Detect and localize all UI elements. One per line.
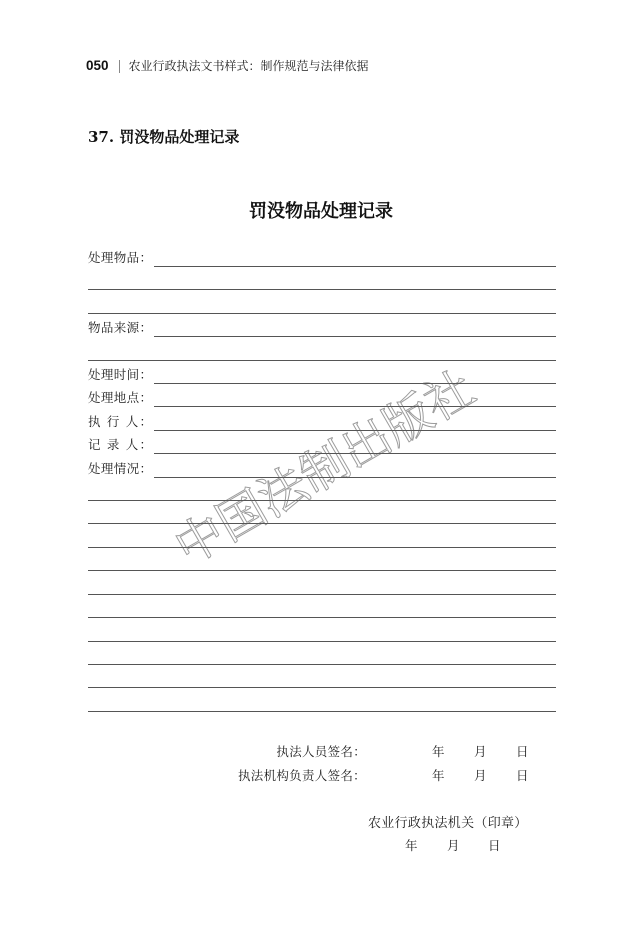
- form-row-location: [88, 384, 556, 407]
- form-row-item: [88, 244, 556, 267]
- form-row-blank: [88, 595, 556, 618]
- form-row-source: [88, 314, 556, 337]
- field-label-recorder: 记 录 人：: [88, 437, 152, 453]
- form-row-blank: [88, 478, 556, 501]
- form-row-blank: [88, 642, 556, 665]
- form-row-recorder: [88, 431, 556, 454]
- officer-date-year: 年: [432, 744, 445, 759]
- form-title: 罚没物品处理记录: [249, 201, 393, 222]
- fill-line: [88, 500, 556, 501]
- field-label-executor: 执 行 人：: [88, 413, 152, 429]
- field-label-item: 处理物品：: [88, 250, 152, 265]
- officer-date-month: 月: [474, 744, 487, 759]
- form-row-blank: [88, 548, 556, 571]
- fill-line: [88, 289, 556, 290]
- fill-line: [154, 477, 556, 478]
- fill-line: [88, 360, 556, 361]
- field-label-time: 处理时间：: [88, 367, 152, 383]
- fill-line: [88, 523, 556, 524]
- head-signature-label: 执法机构负责人签名：: [237, 768, 366, 783]
- form-body: [88, 244, 556, 712]
- fill-line: [88, 641, 556, 642]
- field-label-situation: 处理情况：: [88, 460, 152, 476]
- form-row-executor: [88, 407, 556, 430]
- form-row-blank: [88, 665, 556, 688]
- fill-line: [88, 594, 556, 595]
- fill-line: [88, 664, 556, 665]
- book-title: 农业行政执法文书样式：制作规范与法律依据: [128, 59, 369, 73]
- field-label-source: 物品来源：: [88, 320, 152, 336]
- form-row-situation: [88, 454, 556, 477]
- form-row-blank: [88, 290, 556, 313]
- field-label-location: 处理地点：: [88, 390, 152, 406]
- fill-line: [88, 687, 556, 688]
- fill-line: [88, 313, 556, 314]
- form-row-blank: [88, 501, 556, 524]
- fill-line: [154, 266, 556, 267]
- form-row-blank: [88, 337, 556, 360]
- page-number: 050: [86, 58, 109, 73]
- fill-line: [154, 430, 556, 431]
- form-row-time: [88, 361, 556, 384]
- head-date-month: 月: [474, 768, 487, 783]
- section-heading: 37. 罚没物品处理记录: [88, 128, 240, 146]
- fill-line: [154, 453, 556, 454]
- officer-signature-label: 执法人员签名：: [276, 744, 366, 759]
- agency-seal-line: 农业行政执法机关（印章）: [368, 816, 528, 831]
- fill-line: [88, 617, 556, 618]
- form-row-blank: [88, 267, 556, 290]
- header-divider: [119, 60, 120, 73]
- fill-line: [154, 336, 556, 337]
- fill-line: [154, 383, 556, 384]
- fill-line: [154, 406, 556, 407]
- fill-line: [88, 711, 556, 712]
- form-row-blank: [88, 524, 556, 547]
- head-date-year: 年: [432, 768, 445, 783]
- fill-line: [88, 547, 556, 548]
- running-header: [86, 57, 369, 75]
- issuer-date-month: 月: [447, 838, 460, 853]
- form-row-blank: [88, 618, 556, 641]
- form-row-blank: [88, 688, 556, 711]
- issuer-date-year: 年: [405, 838, 418, 853]
- head-date-day: 日: [516, 768, 529, 783]
- fill-line: [88, 570, 556, 571]
- officer-date-day: 日: [516, 744, 529, 759]
- publisher-watermark: 中国法制出版社: [165, 359, 485, 577]
- issuer-date-day: 日: [488, 838, 501, 853]
- form-row-blank: [88, 571, 556, 594]
